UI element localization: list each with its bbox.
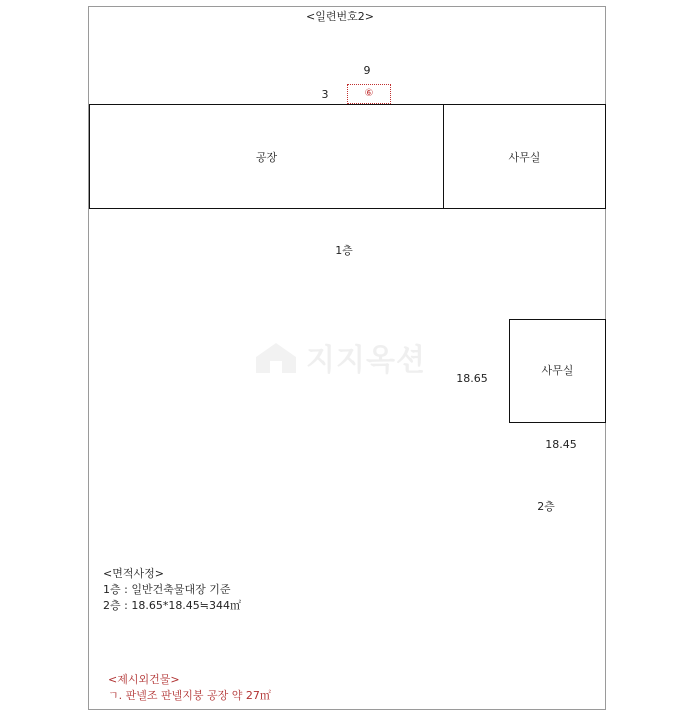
watermark-text: 지지옥션: [306, 343, 426, 378]
excluded-building-marker: [347, 84, 391, 104]
dimension-annex-width: 18.45: [545, 438, 577, 451]
auction-house-icon: [252, 339, 300, 375]
dimension-top-width: 9: [363, 64, 371, 77]
office-label-floor1: 사무실: [508, 151, 541, 164]
serial-number-title: <일련번호2>: [306, 10, 374, 23]
marker-number: ⑥: [364, 88, 374, 99]
area-notes-line1: 1층 : 일반건축물대장 기준: [103, 583, 231, 596]
dimension-top-left: 3: [321, 88, 329, 101]
dimension-annex-height: 18.65: [456, 372, 488, 385]
factory-label: 공장: [255, 151, 278, 164]
office-room-floor2: [509, 319, 606, 423]
area-notes-heading: <면적사정>: [103, 567, 164, 580]
floor2-label: 2층: [537, 500, 555, 513]
floor1-label: 1층: [335, 244, 353, 257]
excluded-notes-heading: <제시외건물>: [108, 673, 180, 686]
office-label-floor2: 사무실: [541, 364, 574, 377]
office-room-floor1: [443, 104, 606, 209]
area-notes-line2: 2층 : 18.65*18.45≒344㎡: [103, 599, 242, 612]
factory-room: [89, 104, 444, 209]
watermark: [252, 335, 426, 379]
excluded-notes-line1: ㄱ. 판넬조 판넬지붕 공장 약 27㎡: [108, 689, 271, 702]
